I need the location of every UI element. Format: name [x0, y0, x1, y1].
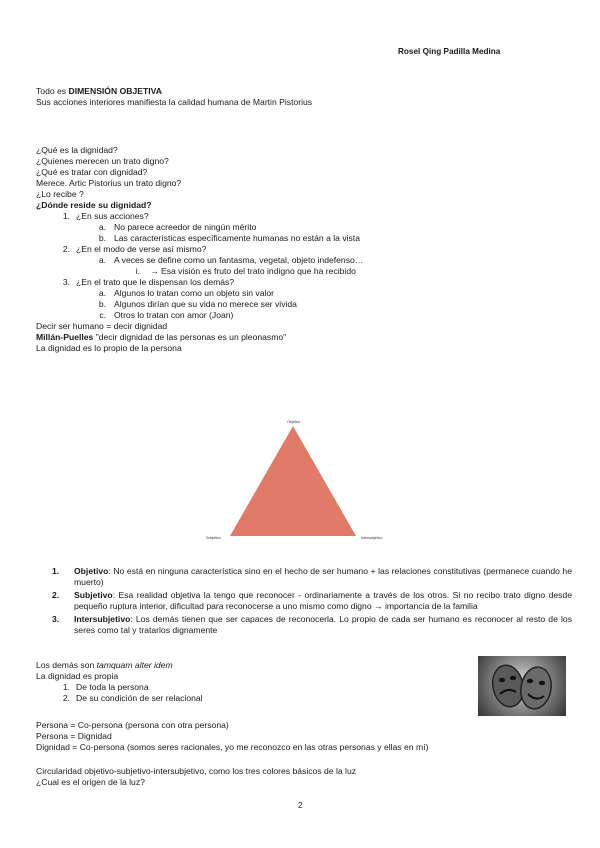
- sub-item: [36, 233, 576, 244]
- list-num: 2.: [62, 244, 70, 254]
- intro: [36, 86, 576, 108]
- sub-text: Las características específicamente humanas no están a la vista: [114, 233, 361, 243]
- question: ¿Lo recibe ?: [36, 189, 84, 199]
- intro-prefix: Todo es: [36, 86, 69, 96]
- definition-item: [52, 590, 572, 612]
- equation: Persona = Co-persona (persona con otra persona): [36, 720, 229, 730]
- sub-item: [36, 299, 576, 310]
- list-item-1: [36, 211, 576, 222]
- after-list-line-3: La dignidad es lo propio de la persona: [36, 343, 182, 353]
- author-quote-name: Millán-Puelles: [36, 332, 94, 342]
- definition-body: : Los demás tienen que ser capaces de reconocerla. Lo propio de cada ser humano es reconocer al resto de los seres como tal y tratarlos dignamente: [74, 614, 572, 635]
- equations-section: [36, 720, 576, 753]
- question: ¿Qué es tratar con dignidad?: [36, 167, 148, 177]
- list-text: ¿En el modo de verse así mismo?: [76, 244, 207, 254]
- sub-mark: b.: [98, 233, 106, 243]
- definition-term: Intersubjetivo: [74, 614, 131, 624]
- definition-item: [52, 614, 572, 636]
- definitions-list: [52, 566, 572, 638]
- dignity-triangle-diagram: [200, 414, 400, 544]
- definition-text: [74, 590, 572, 612]
- subsub-text: → Esa visión es fruto del trato indigno que ha recibido: [150, 266, 356, 276]
- sub-item: [36, 222, 576, 233]
- question: ¿Qué es la dignidad?: [36, 145, 118, 155]
- after-list-line-1: Decir ser humano = decir dignidad: [36, 321, 168, 331]
- definition-text: [74, 614, 572, 636]
- intro-line-2: Sus acciones interiores manifiesta la calidad humana de Martin Pistorius: [36, 97, 313, 107]
- others-prefix: Los demás son: [36, 660, 97, 670]
- others-line-2: La dignidad es propia: [36, 671, 119, 681]
- questions-section: [36, 145, 576, 354]
- definition-text: [74, 566, 572, 588]
- definition-item: [52, 566, 572, 588]
- definition-body: : Esa realidad objetiva la tengo que reconocer - ordinariamente a través de los otros. Si no recibo trato digno desde pequeño ruptura interior, dificultad para reconocerse a uno mismo como digno → importancia de la familia: [74, 590, 572, 611]
- closing-line: ¿Cual es el origen de la luz?: [36, 777, 145, 787]
- closing-section: [36, 766, 576, 788]
- author-quote: "decir dignidad de las personas es un pleonasmo": [93, 332, 287, 342]
- definition-term: Objetivo: [74, 566, 109, 576]
- sub-mark: a.: [98, 222, 106, 232]
- triangle-label-top: Objetivo: [287, 420, 301, 424]
- subsub-mark: i.: [135, 266, 140, 276]
- question: ¿Quienes merecen un trato digno?: [36, 156, 169, 166]
- others-num: 2.: [62, 693, 70, 703]
- author-name: Rosel Qing Padilla Medina: [398, 47, 501, 56]
- main-question: ¿Dónde reside su dignidad?: [36, 200, 152, 210]
- list-text: ¿En sus acciones?: [76, 211, 149, 221]
- definition-num: 1.: [52, 566, 60, 576]
- others-text: De su condición de ser relacional: [76, 693, 203, 703]
- theatre-masks-image: [478, 656, 566, 716]
- sub-text: Algunos dirían que su vida no merece ser vivida: [114, 299, 297, 309]
- list-item-2: [36, 244, 576, 255]
- definition-body: : No está en ninguna característica sino en el hecho de ser humano + las relaciones constitutivas (permanece cuando he muerto): [74, 566, 572, 587]
- others-num: 1.: [62, 682, 70, 692]
- list-num: 3.: [62, 277, 70, 287]
- equation: Persona = Dignidad: [36, 731, 112, 741]
- subsub-item: [36, 266, 576, 277]
- triangle-shape: [230, 426, 356, 536]
- equation: Dignidad = Co-persona (somos seres racionales, yo me reconozco en las otras personas y ellas en mí): [36, 742, 429, 752]
- others-text: De toda la persona: [76, 682, 149, 692]
- closing-line: Circularidad objetivo-subjetivo-intersubjetivo, como los tres colores básicos de la luz: [36, 766, 357, 776]
- sub-item: [36, 310, 576, 321]
- triangle-label-right: Intersubjetivo: [361, 536, 383, 540]
- intro-line-1: [36, 86, 576, 97]
- sub-text: No parece acreedor de ningún mérito: [114, 222, 257, 232]
- triangle-label-left: Subjetivo: [206, 536, 221, 540]
- sub-mark: a.: [98, 288, 106, 298]
- list-num: 1.: [62, 211, 70, 221]
- after-list-line-2: [36, 332, 576, 343]
- sub-item: [36, 288, 576, 299]
- definition-term: Subjetivo: [74, 590, 113, 600]
- sub-text: Otros lo tratan con amor (Joan): [114, 310, 234, 320]
- sub-mark: c.: [99, 310, 106, 320]
- question: Merece. Artic Pistorius un trato digno?: [36, 178, 182, 188]
- others-latin: tamquam alter idem: [96, 660, 173, 670]
- sub-mark: a.: [98, 255, 106, 265]
- intro-bold: DIMENSIÓN OBJETIVA: [68, 86, 162, 96]
- page-number: 2: [298, 800, 303, 810]
- sub-text: Algunos lo tratan como un objeto sin valor: [114, 288, 275, 298]
- masks-icon: [478, 656, 566, 716]
- list-item-3: [36, 277, 576, 288]
- definition-num: 3.: [52, 614, 60, 624]
- sub-text: A veces se define como un fantasma, vegetal, objeto indefenso…: [114, 255, 364, 265]
- definition-num: 2.: [52, 590, 60, 600]
- sub-item: [36, 255, 576, 266]
- sub-mark: b.: [98, 299, 106, 309]
- list-text: ¿En el trato que le dispensan los demás?: [76, 277, 235, 287]
